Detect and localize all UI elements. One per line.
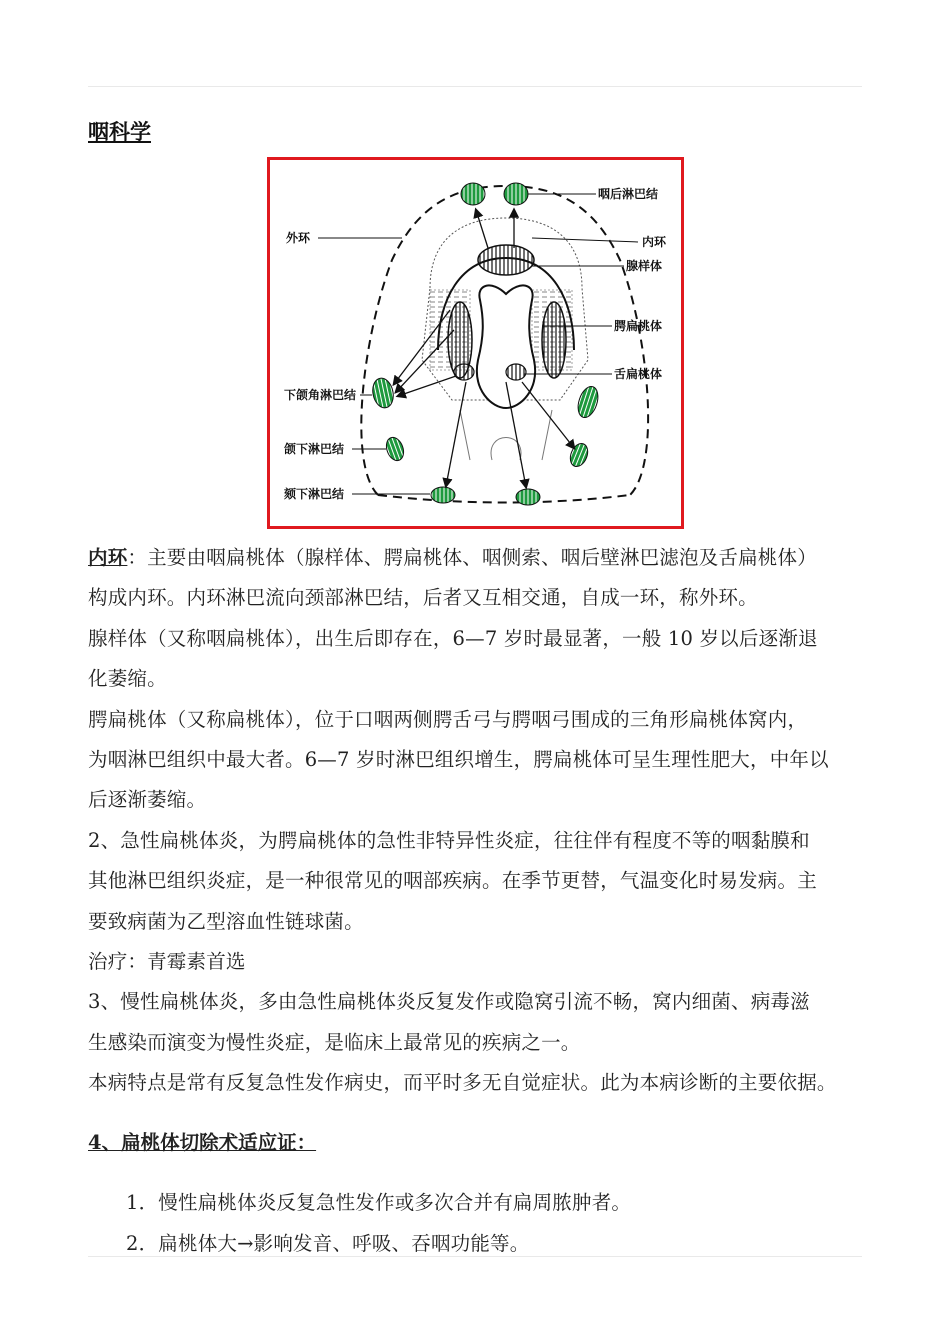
label-outer-ring: 外环	[286, 231, 311, 245]
label-submandibular: 颌下淋巴结	[284, 442, 345, 456]
retro-node-left	[461, 183, 485, 205]
p6-line1: 3、慢性扁桃体炎，多由急性扁桃体炎反复发作或隐窝引流不畅，窝内细菌、病毒滋	[88, 990, 810, 1014]
p2-line2: 化萎缩。	[88, 667, 167, 691]
label-mandibular-angle: 下颌角淋巴结	[284, 388, 357, 402]
p4-line3: 要致病菌为乙型溶血性链球菌。	[88, 909, 364, 933]
p3-line2: 为咽淋巴组织中最大者。6—7 岁时淋巴组织增生，腭扁桃体可呈生理性肥大，中年以	[88, 748, 829, 772]
page-title: 咽科学	[88, 120, 151, 144]
mandibular-node-left	[370, 376, 396, 410]
label-inner-ring: 内环	[642, 235, 667, 249]
uvula-tongue	[477, 285, 535, 408]
body-text	[88, 538, 868, 1264]
label-submental: 颏下淋巴结	[284, 487, 345, 501]
list-item: 1．慢性扁桃体炎反复急性发作或多次合并有扁周脓肿者。	[126, 1191, 632, 1215]
mandibular-node-right	[574, 384, 601, 420]
p2-line1: 腺样体（又称咽扁桃体），出生后即存在，6—7 岁时最显著，一般 10 岁以后逐渐退	[88, 626, 818, 650]
label-leaders	[318, 194, 638, 494]
label-palatine: 腭扁桃体	[614, 319, 663, 333]
label-adenoid: 腺样体	[626, 259, 663, 273]
label-retropharyngeal: 咽后淋巴结	[598, 187, 659, 201]
lymph-ring-diagram	[270, 160, 681, 526]
label-lingual: 舌扁桃体	[614, 367, 663, 381]
p4-line1: 2、急性扁桃体炎，为腭扁桃体的急性非特异性炎症，往往伴有程度不等的咽黏膜和	[88, 828, 810, 852]
lymph-ring-figure	[267, 157, 684, 529]
p1-line1	[88, 538, 868, 578]
submandibular-node-right	[567, 441, 591, 469]
outer-ring-bottom	[378, 495, 630, 503]
submental-node-right	[516, 489, 540, 505]
indications-heading: 4、扁桃体切除术适应证：	[88, 1131, 317, 1155]
p5-treatment: 治疗：青霉素首选	[88, 950, 246, 974]
lingual-left	[454, 364, 474, 380]
bottom-rule	[88, 1256, 862, 1257]
submental-node-left	[431, 487, 455, 503]
top-rule	[88, 86, 862, 87]
p1-rest: ：主要由咽扁桃体（腺样体、腭扁桃体、咽侧索、咽后壁淋巴滤泡及舌扁桃体）	[127, 546, 817, 569]
larynx	[460, 410, 552, 460]
list-item: 2．扁桃体大→影响发音、呼吸、吞咽功能等。	[126, 1231, 530, 1255]
p4-line2: 其他淋巴组织炎症，是一种很常见的咽部疾病。在季节更替，气温变化时易发病。主	[88, 869, 817, 893]
inner-ring-term: 内环	[88, 546, 128, 569]
adenoid	[478, 245, 534, 275]
retro-node-right	[504, 183, 528, 205]
p7-feature: 本病特点是常有反复急性发作病史，而平时多无自觉症状。此为本病诊断的主要依据。	[88, 1071, 837, 1095]
p1-line2: 构成内环。内环淋巴流向颈部淋巴结，后者又互相交通，自成一环，称外环。	[88, 586, 758, 610]
p6-line2: 生感染而演变为慢性炎症，是临床上最常见的疾病之一。	[88, 1030, 581, 1054]
palatine-right	[542, 302, 566, 378]
p3-line1: 腭扁桃体（又称扁桃体），位于口咽两侧腭舌弓与腭咽弓围成的三角形扁桃体窝内，	[88, 707, 808, 731]
p3-line3: 后逐渐萎缩。	[88, 788, 207, 812]
lingual-right	[506, 364, 526, 380]
submandibular-node-left	[383, 435, 406, 463]
